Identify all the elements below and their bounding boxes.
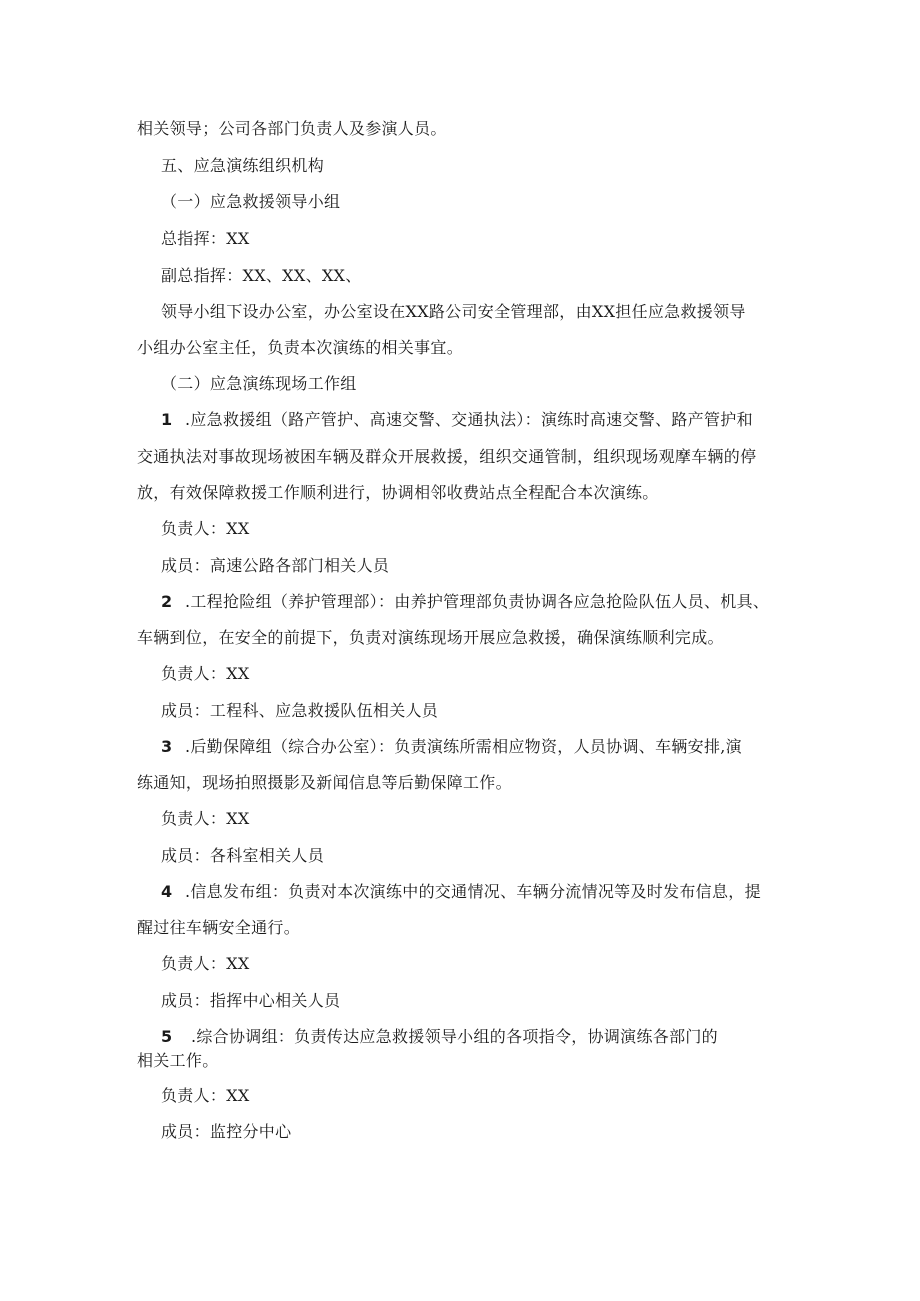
group-3-number: 3	[161, 737, 173, 756]
text-line-deputy-commander: 副总指挥：XX、XX、XX、	[161, 266, 362, 285]
group-5-members: 成员：监控分中心	[161, 1122, 292, 1141]
group-2-leader: 负责人：XX	[161, 664, 250, 683]
group-3-members: 成员：各科室相关人员	[161, 846, 325, 865]
group-4-text-a: .信息发布组：负责对本次演练中的交通情况、车辆分流情况等及时发布信息，提	[185, 882, 761, 901]
group-2-number: 2	[161, 592, 173, 611]
group-1-line-2: 交通执法对事故现场被困车辆及群众开展救援，组织交通管制，组织现场观摩车辆的停	[137, 447, 757, 466]
group-3-line-2: 练通知，现场拍照摄影及新闻信息等后勤保障工作。	[137, 773, 512, 792]
group-1-line-3: 放，有效保障救援工作顺利进行，协调相邻收费站点全程配合本次演练。	[137, 483, 659, 502]
group-2-line-2: 车辆到位，在安全的前提下，负责对演练现场开展应急救援，确保演练顺利完成。	[137, 628, 724, 647]
group-3-text-a: .后勤保障组（综合办公室）：负责演练所需相应物资，人员协调、车辆安排,演	[185, 737, 742, 756]
group-4-line-2: 醒过往车辆安全通行。	[137, 918, 301, 937]
group-5-number: 5	[161, 1027, 173, 1046]
paragraph-office-line-1: 领导小组下设办公室，办公室设在XX路公司安全管理部，由XX担任应急救援领导	[161, 302, 746, 321]
group-1-leader: 负责人：XX	[161, 519, 250, 538]
group-1-text-a: .应急救援组（路产管护、高速交警、交通执法）：演练时高速交警、路产管护和	[185, 410, 753, 429]
paragraph-office-line-2: 小组办公室主任，负责本次演练的相关事宜。	[137, 338, 464, 357]
group-3-line-1	[161, 736, 742, 758]
group-4-members: 成员：指挥中心相关人员	[161, 991, 341, 1010]
group-3-leader: 负责人：XX	[161, 809, 250, 828]
group-4-leader: 负责人：XX	[161, 954, 250, 973]
group-5-line-1	[161, 1026, 718, 1048]
group-2-text-a: .工程抢险组（养护管理部）：由养护管理部负责协调各应急抢险队伍人员、机具、	[185, 592, 770, 611]
group-1-line-1	[161, 409, 753, 431]
group-4-line-1	[161, 881, 761, 903]
section-heading-five: 五、应急演练组织机构	[161, 156, 325, 175]
group-1-number: 1	[161, 410, 173, 429]
subsection-heading-two: （二）应急演练现场工作组	[161, 374, 357, 393]
group-5-text-a: .综合协调组：负责传达应急救援领导小组的各项指令，协调演练各部门的	[191, 1027, 718, 1046]
group-2-members: 成员：工程科、应急救援队伍相关人员	[161, 701, 439, 720]
text-line-commander: 总指挥：XX	[161, 229, 250, 248]
group-5-line-2: 相关工作。	[137, 1051, 219, 1070]
group-5-leader: 负责人：XX	[161, 1086, 250, 1105]
text-line-attendees: 相关领导；公司各部门负责人及参演人员。	[137, 119, 447, 138]
group-1-members: 成员：高速公路各部门相关人员	[161, 556, 390, 575]
subsection-heading-one: （一）应急救援领导小组	[161, 192, 341, 211]
group-4-number: 4	[161, 882, 173, 901]
group-2-line-1	[161, 591, 769, 613]
